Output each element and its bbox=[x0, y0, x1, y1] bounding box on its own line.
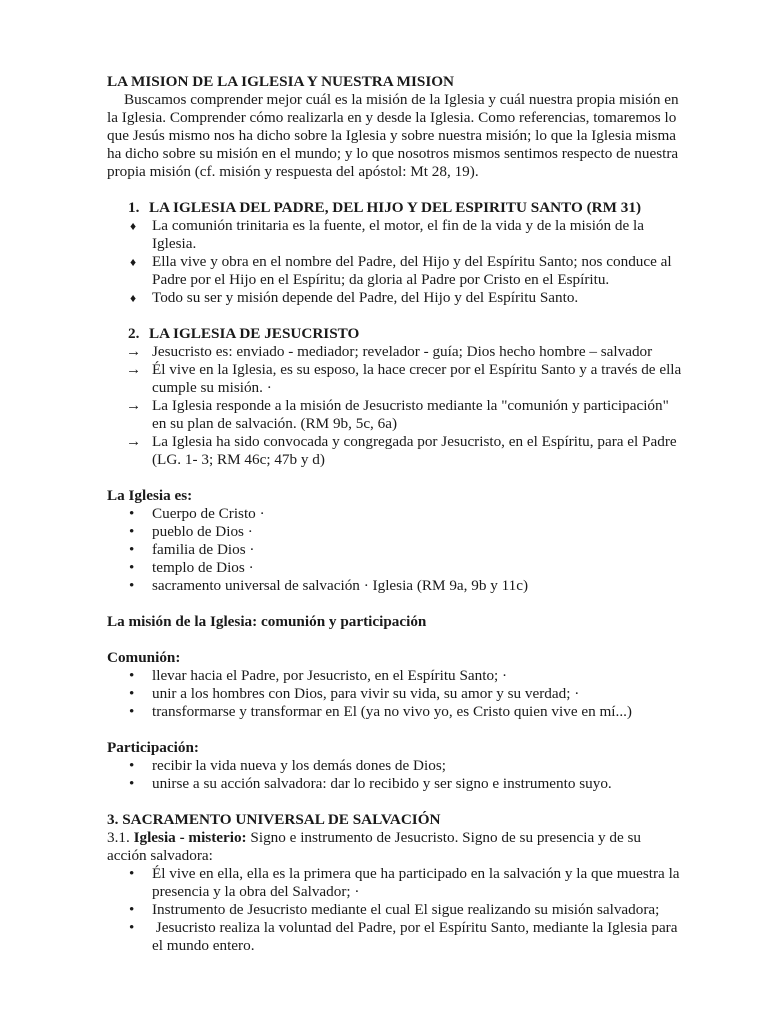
bullet-icon: • bbox=[129, 865, 135, 882]
list-item: • llevar hacia el Padre, por Jesucristo, en el Espíritu Santo; · bbox=[129, 667, 508, 684]
arrow-right-icon: → bbox=[126, 361, 142, 378]
list-item: • Cuerpo de Cristo · bbox=[129, 505, 265, 522]
list-item: • pueblo de Dios · bbox=[129, 523, 253, 540]
section-1-heading bbox=[107, 199, 682, 217]
bullet-icon: • bbox=[129, 577, 135, 594]
bullet-icon: • bbox=[129, 703, 135, 720]
arrow-right-icon: → bbox=[126, 343, 142, 360]
list-item: ♦ Ella vive y obra en el nombre del Padre, del Hijo y del Espíritu Santo; nos conduce al Padre por el Hijo en el Espíritu; da gloria al Padre por Cristo en el Espíritu. bbox=[130, 253, 672, 288]
list-item: ♦ La comunión trinitaria es la fuente, el motor, el fin de la vida y de la misión de la Iglesia. bbox=[130, 217, 644, 252]
section-2-title: LA IGLESIA DE JESUCRISTO bbox=[149, 325, 360, 342]
intro-paragraph: Buscamos comprender mejor cuál es la misión de la Iglesia y cuál nuestra propia misión en la Iglesia. Comprender cómo realizarla en y desde la Iglesia. Como referencias, tomaremos lo que Jesús mismo nos ha dicho sobre la Iglesia y sobre nuestra misión; lo que la Iglesia misma ha dicho sobre su misión en el mundo; y lo que nosotros mismos sentimos respecto de nuestra propia misión (cf. misión y respuesta del apóstol: Mt 28, 19). bbox=[107, 91, 679, 180]
document-title: LA MISION DE LA IGLESIA Y NUESTRA MISION bbox=[107, 73, 455, 90]
bullet-icon: • bbox=[129, 685, 135, 702]
participacion-list bbox=[107, 757, 682, 793]
bullet-icon: • bbox=[129, 523, 135, 540]
list-item: • templo de Dios · bbox=[129, 559, 254, 576]
bullet-icon: • bbox=[129, 775, 135, 792]
list-item: → La Iglesia ha sido convocada y congregada por Jesucristo, en el Espíritu, para el Padre (LG. 1- 3; RM 46c; 47b y d) bbox=[126, 433, 677, 468]
list-item: • unir a los hombres con Dios, para vivir su vida, su amor y su verdad; · bbox=[129, 685, 580, 702]
diamond-bullet-icon: ♦ bbox=[130, 291, 137, 305]
bullet-icon: • bbox=[129, 559, 135, 576]
section-3-list bbox=[107, 865, 682, 955]
section-3-1-text: Signo e instrumento de Jesucristo. Signo de su presencia y de su acción salvadora: bbox=[107, 829, 642, 864]
bullet-icon: • bbox=[129, 901, 135, 918]
list-item: • Jesucristo realiza la voluntad del Padre, por el Espíritu Santo, mediante la Iglesia para el mundo entero. bbox=[129, 919, 682, 954]
list-item: • transformarse y transformar en El (ya no vivo yo, es Cristo quien vive en mí...) bbox=[129, 703, 632, 720]
list-item: → La Iglesia responde a la misión de Jesucristo mediante la "comunión y participación" en su plan de salvación. (RM 9b, 5c, 6a) bbox=[126, 397, 669, 432]
list-item: • familia de Dios · bbox=[129, 541, 255, 558]
list-item: • Instrumento de Jesucristo mediante el cual El sigue realizando su misión salvadora; bbox=[129, 901, 660, 918]
arrow-right-icon: → bbox=[126, 397, 142, 414]
comunion-list bbox=[107, 667, 682, 721]
bullet-icon: • bbox=[129, 667, 135, 684]
list-item: • Él vive en ella, ella es la primera que ha participado en la salvación y la que muestra la presencia y la obra del Salvador; · bbox=[129, 865, 680, 900]
section-1-number: 1. bbox=[128, 199, 140, 216]
list-item: • sacramento universal de salvación · Iglesia (RM 9a, 9b y 11c) bbox=[129, 577, 529, 594]
iglesia-es-list bbox=[107, 505, 682, 595]
bullet-icon: • bbox=[129, 541, 135, 558]
bullet-icon: • bbox=[129, 505, 135, 522]
arrow-right-icon: → bbox=[126, 433, 142, 450]
section-2-list bbox=[107, 343, 682, 469]
section-3-1-label: Iglesia - misterio: bbox=[133, 829, 247, 846]
diamond-bullet-icon: ♦ bbox=[130, 255, 137, 269]
participacion-heading: Participación: bbox=[107, 739, 199, 756]
section-3-1-number: 3.1. bbox=[107, 829, 134, 846]
section-1-list bbox=[107, 217, 682, 307]
section-1-title: LA IGLESIA DEL PADRE, DEL HIJO Y DEL ESPIRITU SANTO (RM 31) bbox=[149, 199, 642, 216]
iglesia-es-heading: La Iglesia es: bbox=[107, 487, 193, 504]
diamond-bullet-icon: ♦ bbox=[130, 219, 137, 233]
mision-heading: La misión de la Iglesia: comunión y participación bbox=[107, 613, 427, 630]
list-item: • unirse a su acción salvadora: dar lo recibido y ser signo e instrumento suyo. bbox=[129, 775, 612, 792]
bullet-icon: • bbox=[129, 919, 135, 936]
comunion-heading: Comunión: bbox=[107, 649, 181, 666]
list-item: → Él vive en la Iglesia, es su esposo, la hace crecer por el Espíritu Santo y a través de ella cumple su misión. · bbox=[126, 361, 682, 396]
list-item: • recibir la vida nueva y los demás dones de Dios; bbox=[129, 757, 446, 774]
section-3-heading: 3. SACRAMENTO UNIVERSAL DE SALVACIÓN bbox=[107, 811, 441, 828]
bullet-icon: • bbox=[129, 757, 135, 774]
list-item: ♦ Todo su ser y misión depende del Padre, del Hijo y del Espíritu Santo. bbox=[130, 289, 579, 306]
section-3-1-paragraph bbox=[107, 829, 682, 865]
list-item: → Jesucristo es: enviado - mediador; revelador - guía; Dios hecho hombre – salvador bbox=[126, 343, 653, 360]
section-2-number: 2. bbox=[128, 325, 140, 342]
document-page bbox=[107, 73, 682, 955]
section-2-heading bbox=[107, 325, 682, 343]
